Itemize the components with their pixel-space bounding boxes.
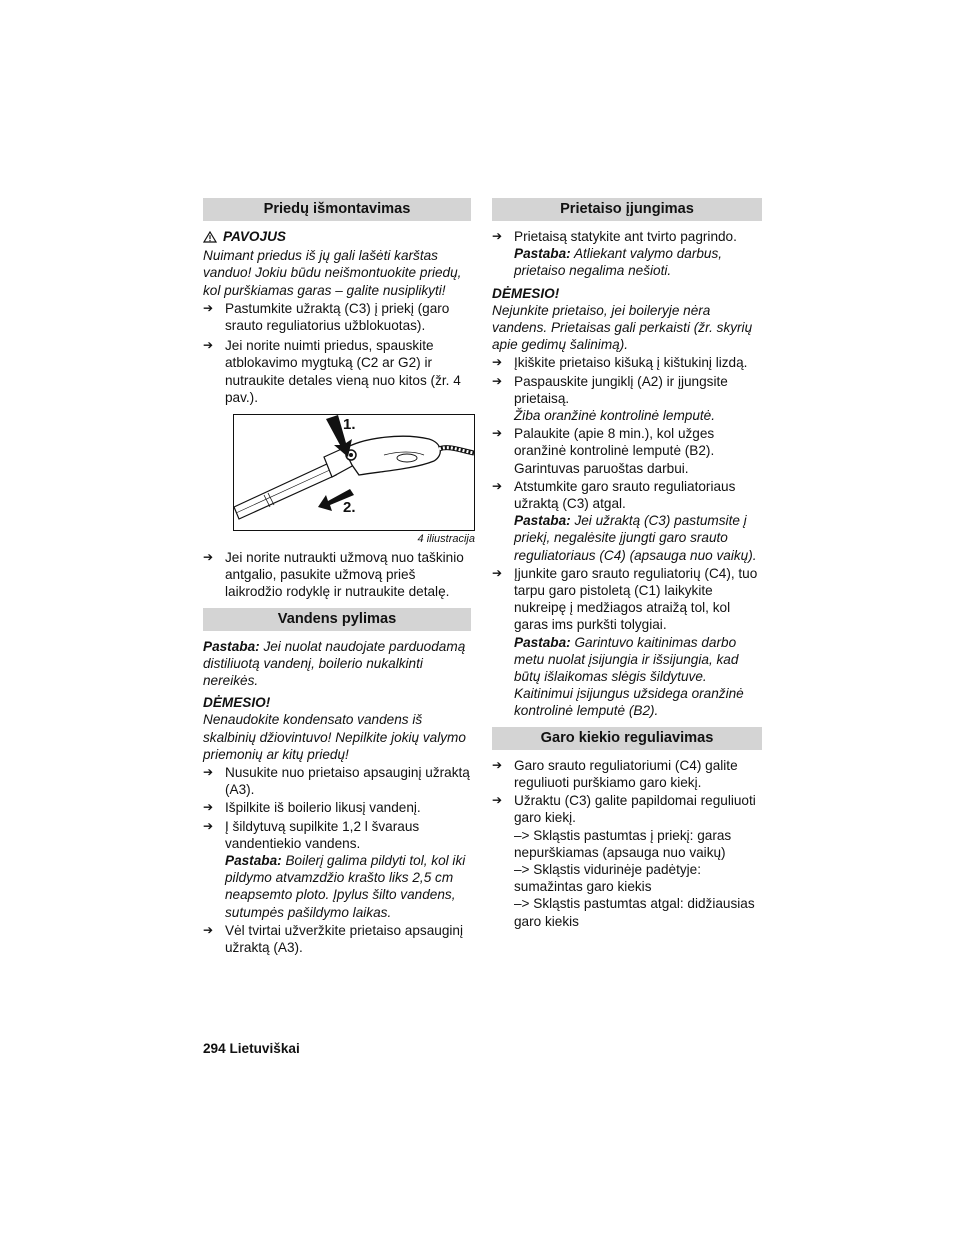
danger-heading xyxy=(203,228,471,245)
arrow-right-icon: ➔ xyxy=(492,229,503,243)
note-paragraph: Pastaba: Garintuvo kaitinimas darbo metu nuolat įsijungia ir išsijungia, kad būtų išlaikomas slėgis šildytuve. Kaitinimui įsijungus užsidega oranžinė kontrolinė lemputė (B2). xyxy=(514,634,744,719)
figure-caption: 4 iliustracija xyxy=(417,533,475,546)
list-item: ➔ Vėl tvirtai užveržkite prietaiso apsauginį užraktą (A3). xyxy=(203,922,464,956)
list-item: ➔ Į šildytuvą supilkite 1,2 l švaraus vandentiekio vandens. xyxy=(203,818,420,851)
arrow-right-icon: ➔ xyxy=(203,818,214,833)
section-heading-removing-accessories: Priedų išmontavimas xyxy=(203,198,471,221)
figure-label-2: 2. xyxy=(343,499,356,517)
arrow-right-icon: ➔ xyxy=(203,338,214,353)
list-item: ➔ Įkiškite prietaiso kišuką į kištukinį lizdą. xyxy=(492,355,748,371)
note-paragraph: Pastaba: Jei užraktą (C3) pastumsite į priekį, negalėsite įjungti garo srauto reguliatoriaus (C4) (apsauga nuo vaikų). xyxy=(514,513,757,563)
warning-triangle-icon xyxy=(203,231,217,243)
attention-text: Nenaudokite kondensato vandens iš skalbinių džiovintuvo! Nepilkite jokių valymo priemonių ar kitų priedų! xyxy=(203,712,466,762)
list-item: ➔ Paspauskite jungiklį (A2) ir įjungsite prietaisą. xyxy=(492,373,728,406)
status-text: Garintuvas paruoštas darbui. xyxy=(514,460,689,476)
arrow-right-icon: ➔ xyxy=(203,765,214,780)
arrow-right-icon: ➔ xyxy=(492,426,503,441)
arrow-right-icon: ➔ xyxy=(492,478,503,493)
list-item: ➔ Išpilkite iš boilerio likusį vandenį. xyxy=(203,800,421,816)
section-heading-switching-on: Prietaiso įjungimas xyxy=(492,198,762,221)
arrow-right-icon: ➔ xyxy=(492,565,503,580)
status-text: Žiba oranžinė kontrolinė lemputė. xyxy=(514,408,715,424)
arrow-right-icon: ➔ xyxy=(492,757,503,772)
arrow-right-icon: ➔ xyxy=(203,922,214,937)
attention-label: DĖMESIO! xyxy=(203,695,271,711)
note-paragraph: Pastaba: Jei nuolat naudojate parduodamą distiliuotą vandenį, boilerio nukalkinti nereikės. xyxy=(203,638,466,689)
list-item: ➔ Pastumkite užraktą (C3) į priekį (garo srauto reguliatorius užblokuotas). xyxy=(203,300,450,334)
list-item: ➔ Jei norite nutraukti užmovą nuo taškinio antgalio, pasukite užmovą prieš laikrodžio rodyklę ir nutraukite detalę. xyxy=(203,550,464,600)
arrow-right-icon: ➔ xyxy=(203,300,214,315)
list-item: ➔ Nusukite nuo prietaiso apsauginį užraktą (A3). xyxy=(203,765,470,798)
list-item: ➔ Jei norite nuimti priedus, spauskite atblokavimo mygtuką (C2 ar G2) ir nutraukite detales vieną nuo kitos (žr. 4 pav.). xyxy=(203,338,461,405)
figure-4 xyxy=(233,414,475,546)
sub-item: –> Skląstis pastumtas atgal: didžiausias garo kiekis xyxy=(514,896,755,929)
list-item: ➔ Atstumkite garo srauto reguliatoriaus užraktą (C3) atgal. xyxy=(492,478,736,512)
arrow-right-icon: ➔ xyxy=(492,793,503,808)
list-item: ➔ Įjunkite garo srauto reguliatorių (C4), tuo tarpu garo pistoletą (C1) laikykite nukreipę į medžiagos atraižą tol, kol garas ims purkšti tolygiai. xyxy=(492,565,758,633)
danger-text: Nuimant priedus iš jų gali lašėti karštas vanduo! Jokiu būdu neišmontuokite priedų, kol purškiamas garas – galite nusiplikyti! xyxy=(203,248,462,298)
arrow-right-icon: ➔ xyxy=(203,800,214,815)
arrow-right-icon: ➔ xyxy=(492,373,503,388)
attention-text: Nejunkite prietaiso, jei boileryje nėra vandens. Prietaisas gali perkaisti (žr. skyrių apie gedimų šalinimą). xyxy=(492,302,753,353)
sub-item: –> Skląstis pastumtas į priekį: garas nepurškiamas (apsauga nuo vaikų) xyxy=(514,827,732,860)
page-footer: 294 Lietuviškai xyxy=(203,1041,300,1056)
list-item: ➔ Palaukite (apie 8 min.), kol užges oranžinė kontrolinė lemputė (B2). xyxy=(492,426,715,459)
left-column xyxy=(203,198,475,956)
section-heading-steam-regulation: Garo kiekio reguliavimas xyxy=(492,727,762,750)
list-item: ➔ Prietaisą statykite ant tvirto pagrindo. xyxy=(492,229,737,244)
arrow-right-icon: ➔ xyxy=(492,355,503,370)
attention-label: DĖMESIO! xyxy=(492,285,560,301)
danger-label: PAVOJUS xyxy=(223,229,286,244)
list-item: ➔ Garo srauto reguliatoriumi (C4) galite reguliuoti purškiamo garo kiekį. xyxy=(492,757,738,790)
sub-item: –> Skląstis vidurinėje padėtyje: sumažintas garo kiekis xyxy=(514,861,702,895)
right-column xyxy=(492,198,762,930)
section-heading-filling-water: Vandens pylimas xyxy=(203,608,471,631)
note-paragraph: Pastaba: Boilerį galima pildyti tol, kol iki pildymo atvamzdžio krašto liks 2,5 cm neapsemto ploto. Įpylus šilto vandens, sutumpės pašildymo laikas. xyxy=(225,853,466,920)
figure-label-1: 1. xyxy=(343,416,356,434)
note-paragraph: Pastaba: Atliekant valymo darbus, prietaiso negalima nešioti. xyxy=(514,246,723,279)
list-item: ➔ Užraktu (C3) galite papildomai reguliuoti garo kiekį. xyxy=(492,793,756,826)
arrow-right-icon: ➔ xyxy=(203,550,214,565)
